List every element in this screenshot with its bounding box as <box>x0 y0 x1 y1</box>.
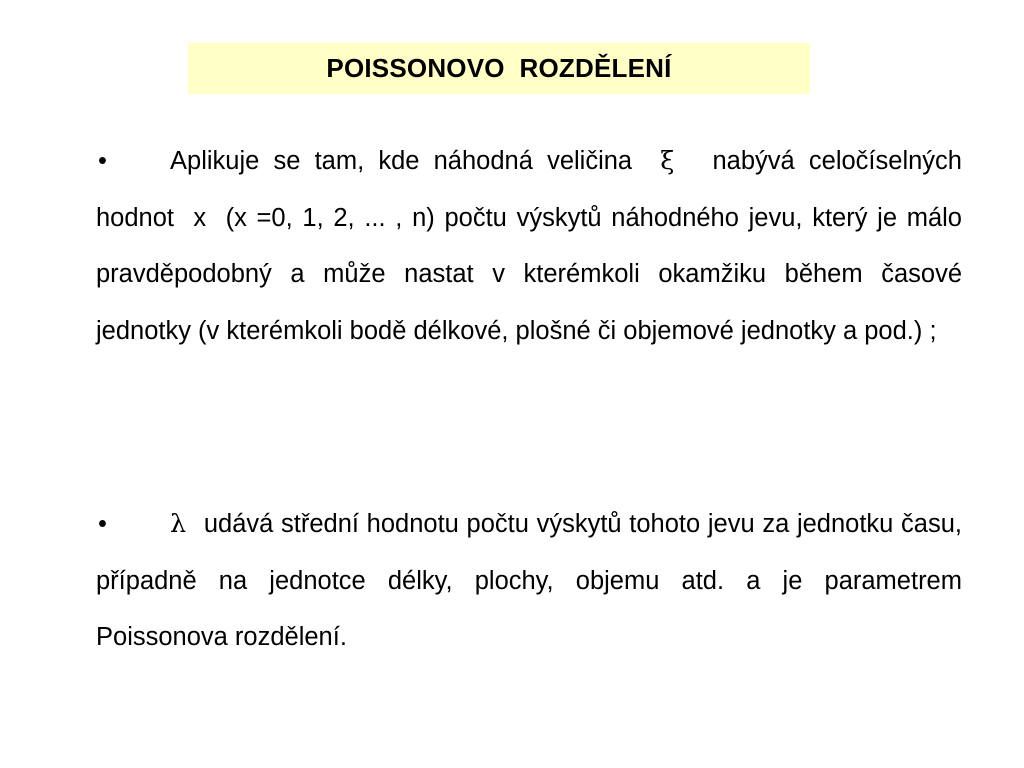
xi-symbol: ξ <box>660 146 675 176</box>
paragraph1-text-part1: Aplikuje se tam, kde náhodná veličina <box>170 147 633 175</box>
bullet-icon: • <box>98 147 107 175</box>
variable-x: x <box>183 203 216 232</box>
lambda-symbol: λ <box>170 509 187 539</box>
title-box <box>188 43 810 94</box>
paragraph2-text: udává střední hodnotu počtu výskytů tohoto jevu za jednotku času, případně na jednotce délky, plochy, objemu atd. a je parametrem Poissonova rozdělení. <box>96 510 962 651</box>
paragraph1-text-part3: (x =0, 1, 2, ... , n) počtu výskytů náhodného jevu, který je málo pravděpodobný a může nastat v kterémkoli okamžiku během časové jednotky (v kterémkoli bodě délkové, plošné či objemové jednotky a pod.) ; <box>96 203 962 345</box>
bullet-icon: • <box>98 510 107 538</box>
paragraph-lambda-definition <box>96 496 962 666</box>
slide-title: POISSONOVO ROZDĚLENÍ <box>326 53 672 83</box>
paragraph-poisson-application <box>96 133 962 359</box>
paragraph1-text-part2: nabývá celočíselných hodnot <box>96 147 962 232</box>
